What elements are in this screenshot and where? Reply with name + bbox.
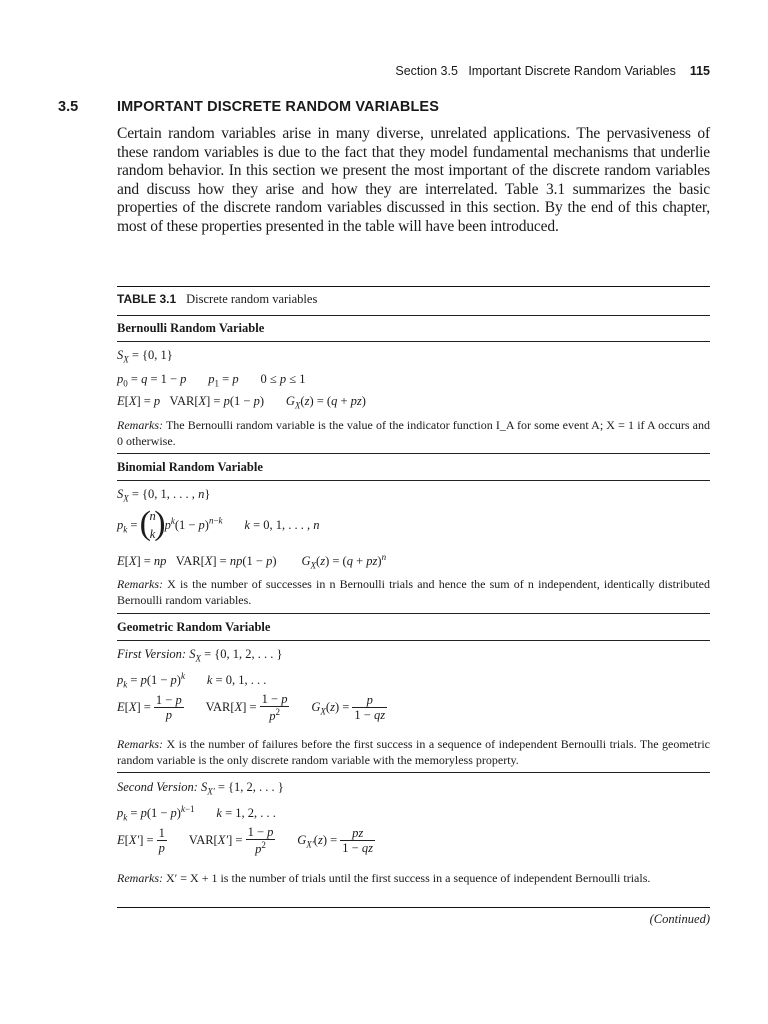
remarks-label: Remarks: xyxy=(117,871,163,885)
bernoulli-sample-space: $S_X = \{0$, 1} xyxy=(117,348,173,365)
section-number: 3.5 xyxy=(58,99,79,115)
geometric-remarks-2 xyxy=(117,871,710,887)
binomial-pmf: $p_k$ = ( n k ) $p^k(1 - p)^{n-k}$ k = 0, 1, . . . , n xyxy=(117,505,320,542)
second-version-label: Second Version: xyxy=(117,780,198,794)
geometric-remarks-1-text: X is the number of failures before the first success in a sequence of independent Bernoulli trials. The geometric random variable is the only discrete random variable with the memoryless property. xyxy=(117,737,710,767)
binomial-coefficient: ( n k ) xyxy=(139,505,166,542)
geometric-second-pmf: $p_k = p(1 - p)^{k-1}$ k = 1, 2, . . . xyxy=(117,804,276,823)
remarks-label: Remarks: xyxy=(117,737,163,751)
geometric-remarks-2-text: X′ = X + 1 is the number of trials until the first success in a sequence of independent Bernoulli trials. xyxy=(165,871,651,885)
binomial-remarks xyxy=(117,577,710,608)
table-bottom-rule xyxy=(117,907,710,908)
remarks-label: Remarks: xyxy=(117,577,163,591)
bernoulli-remarks-text: The Bernoulli random variable is the value of the indicator function I_A for some event A; X = 1 if A occurs and 0 otherwise. xyxy=(117,418,710,448)
continued-note: (Continued) xyxy=(649,912,710,926)
running-title: Section 3.5 Important Discrete Random Variables xyxy=(395,64,676,78)
bernoulli-moments: E[X] = p VAR[X] = p(1 − p) $G_X(z) = (q + pz)$ xyxy=(117,394,366,411)
bernoulli-remarks xyxy=(117,418,710,449)
table-rule xyxy=(117,341,710,342)
bernoulli-pmf: $p_0 = q = 1 - p$ $p_1 = p$ 0 ≤ p ≤ 1 xyxy=(117,372,306,389)
binomial-remarks-text: X is the number of successes in n Bernoulli trials and hence the sum of n independent, identically distributed Bernoulli random variables. xyxy=(117,577,711,607)
page-number: 115 xyxy=(689,64,710,78)
table-caption xyxy=(117,292,317,307)
geometric-heading: Geometric Random Variable xyxy=(117,620,271,634)
binomial-heading: Binomial Random Variable xyxy=(117,460,263,474)
table-top-rule xyxy=(117,286,710,287)
geometric-first-sample-space: First Version: $S_X = \{0$, 1, 2, . . . } xyxy=(117,647,283,664)
remarks-label: Remarks: xyxy=(117,418,163,432)
table-rule xyxy=(117,480,710,481)
table-rule xyxy=(117,453,710,454)
geometric-second-sample-space: Second Version: $S_{X'} = \{1$, 2, . . . } xyxy=(117,780,284,797)
table-rule xyxy=(117,613,710,614)
bernoulli-heading: Bernoulli Random Variable xyxy=(117,321,265,335)
first-version-label: First Version: xyxy=(117,647,187,661)
table-rule xyxy=(117,640,710,641)
intro-paragraph: Certain random variables arise in many diverse, unrelated applications. The pervasiveness of these random variables is due to the fact that they model fundamental mechanisms that underlie random behavior. In this section we present the most important of the discrete random variables and discuss how they arise and how they are interrelated. Table 3.1 summarizes the basic properties of the discrete random variables discussed in this section. By the end of this chapter, most of these properties presented in the table will have been introduced. xyxy=(117,125,710,235)
section-title: IMPORTANT DISCRETE RANDOM VARIABLES xyxy=(117,99,439,115)
table-rule xyxy=(117,315,710,316)
table-rule xyxy=(117,772,710,773)
binomial-sample-space: $S_X = \{0$, 1, . . . , n} xyxy=(117,487,211,504)
geometric-second-moments: E[X′] = $\frac{1}{p}$ VAR[X′] = $\frac{1 - p}{p^2}$ $G_{X'}(z)$ = $\frac{pz}{1 - qz}$ xyxy=(117,825,373,857)
running-header xyxy=(395,64,710,78)
binomial-moments: E[X] = np VAR[X] = np(1 − p) $G_X(z) = (q + pz)^n$ xyxy=(117,552,387,571)
geometric-first-pmf: $p_k = p(1 - p)^k$ k = 0, 1, . . . xyxy=(117,671,267,690)
table-caption-text: Discrete random variables xyxy=(186,292,318,306)
geometric-remarks-1 xyxy=(117,737,710,768)
geometric-first-moments: E[X] = $\frac{1 - p}{p}$ VAR[X] = $\frac{1 - p}{p^2}$ $G_X(z)$ = $\frac{p}{1 - qz}$ xyxy=(117,692,386,724)
table-label: TABLE 3.1 xyxy=(117,292,177,306)
